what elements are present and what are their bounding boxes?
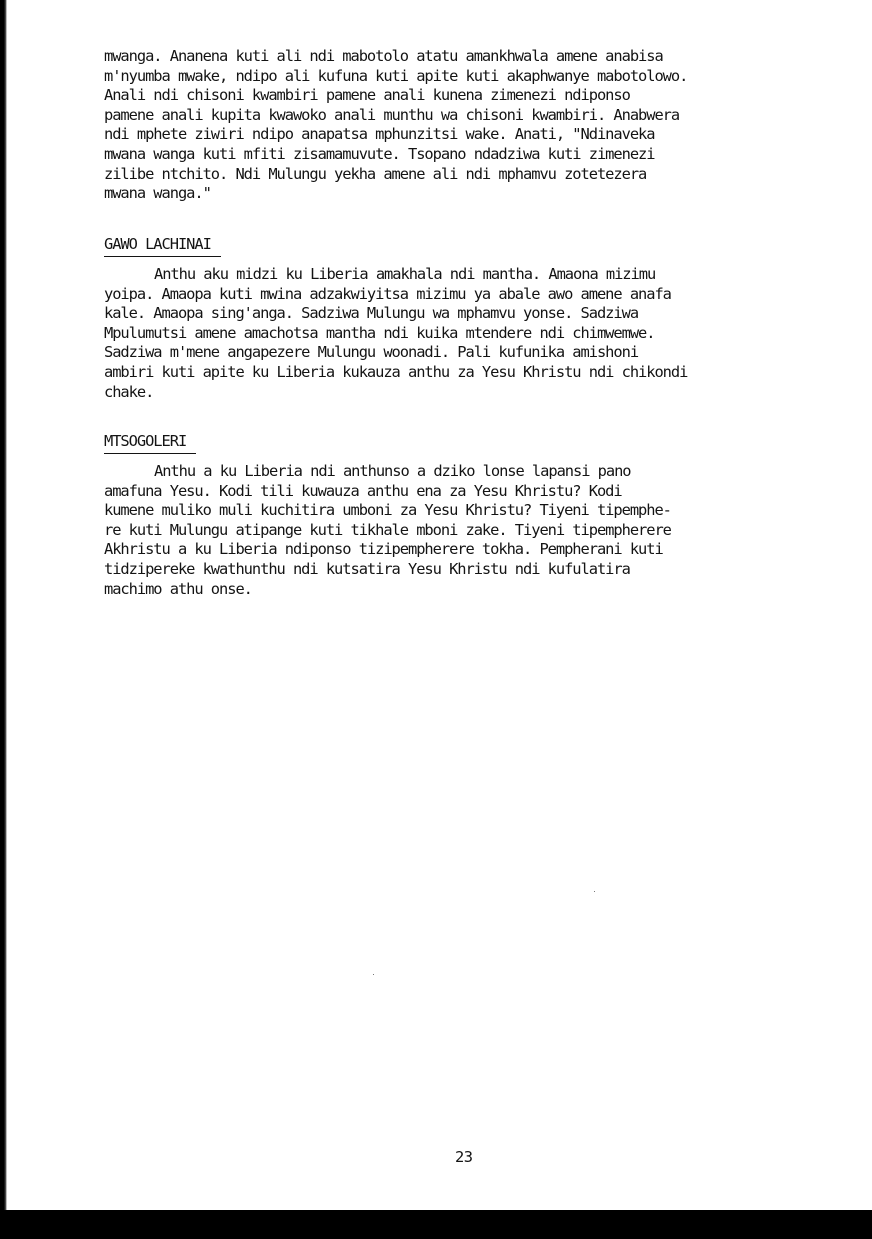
page-number: 23 (455, 1148, 473, 1166)
scan-speck (594, 891, 595, 892)
heading-text: MTSOGOLERI (104, 432, 196, 454)
scan-left-edge (0, 0, 7, 1210)
heading-text: GAWO LACHINAI (104, 235, 221, 257)
section-heading-mtsogoleri (104, 431, 196, 454)
section-body-mtsogoleri: Anthu a ku Liberia ndi anthunso a dziko lonse lapansi pano amafuna Yesu. Kodi tili kuwauza anthu ena za Yesu Khristu? Kodi kumene muliko muli kuchitira umboni za Yesu Khristu? Tiyeni tipemphe- re kuti Mulungu atipange kuti tikhale mboni zake. Tiyeni tipempherere Akhristu a ku Liberia ndiponso tizipempherere tokha. Pempherani kuti tidzipereke kwathunthu ndi kutsatira Yesu Khristu ndi kufulatira machimo athu onse. (104, 462, 671, 598)
section-body-gawo-lachinai: Anthu aku midzi ku Liberia amakhala ndi mantha. Amaona mizimu yoipa. Amaopa kuti mwina adzakwiyitsa mizimu ya abale awo amene anafa kale. Amaopa sing'anga. Sadziwa Mulungu wa mphamvu yonse. Sadziwa Mpulumutsi amene amachotsa mantha ndi kuika mtendere ndi chimwemwe. Sadziwa m'mene angapezere Mulungu woonadi. Pali kufunika amishoni ambiri kuti apite ku Liberia kukauza anthu za Yesu Khristu ndi chikondi chake. (104, 265, 688, 401)
scan-speck (373, 974, 374, 975)
intro-paragraph: mwanga. Ananena kuti ali ndi mabotolo atatu amankhwala amene anabisa m'nyumba mwake, ndipo ali kufuna kuti apite kuti akaphwanye mabotolowo. Anali ndi chisoni kwambiri pamene anali kunena zimenezi ndiponso pamene anali kupita kwawoko anali munthu wa chisoni kwambiri. Anabwera ndi mphete ziwiri ndipo anapatsa mphunzitsi wake. Anati, "Ndinaveka mwana wanga kuti mfiti zisamamuvute. Tsopano ndadziwa kuti zimenezi zilibe ntchito. Ndi Mulungu yekha amene ali ndi mphamvu zotetezera mwana wanga." (104, 47, 688, 203)
scan-bottom-bar (0, 1210, 872, 1239)
section-heading-gawo-lachinai (104, 234, 221, 257)
